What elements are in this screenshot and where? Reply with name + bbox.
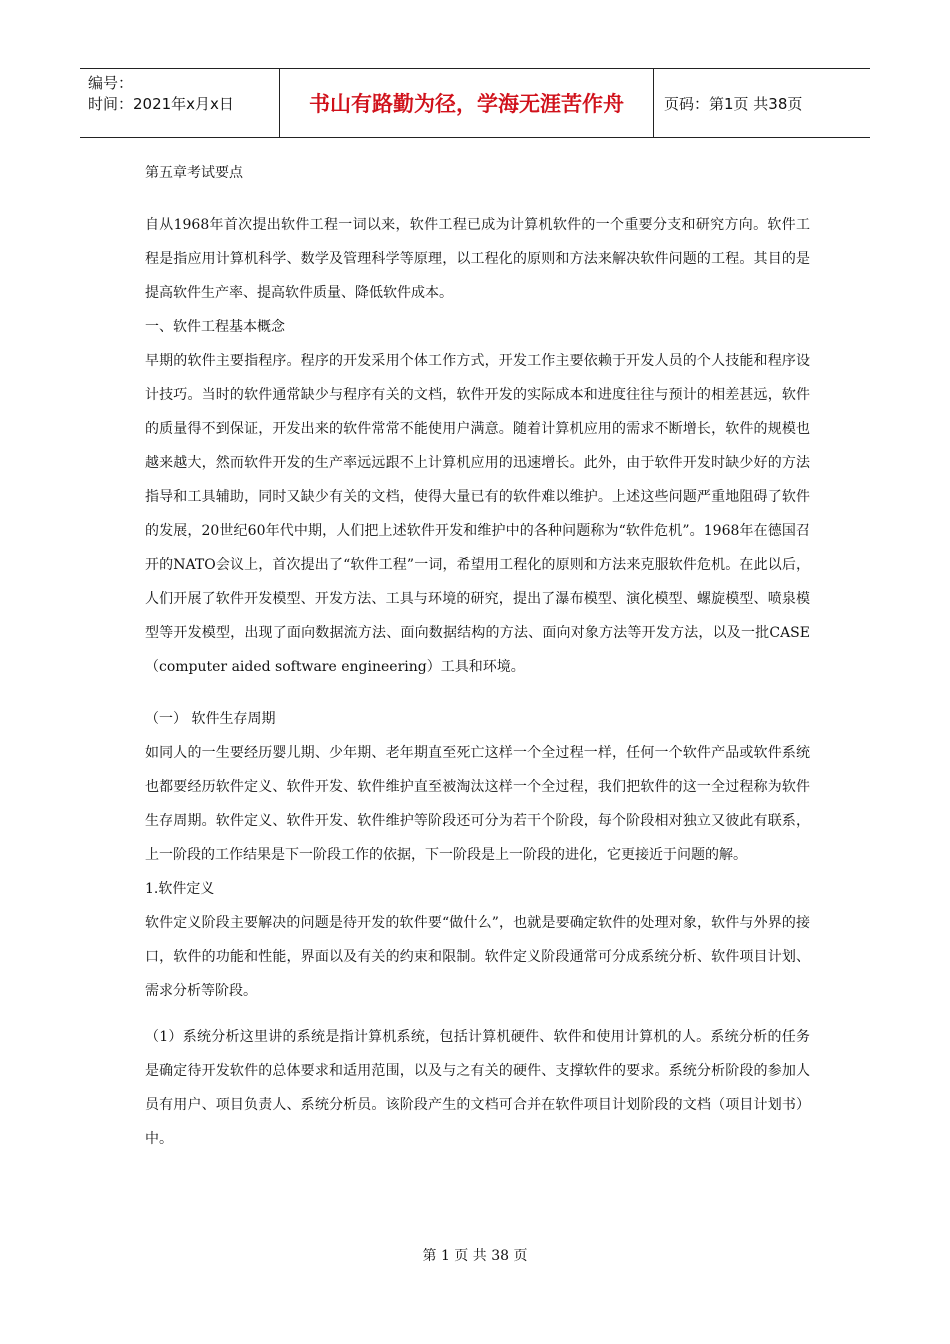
header-page-info: 页码：第1页 共38页 [664, 94, 803, 113]
page-footer: 第 1 页 共 38 页 [422, 1248, 528, 1264]
header-meta [80, 69, 280, 137]
chapter-title: 第五章考试要点 [145, 165, 243, 181]
section-paragraph: 早期的软件主要指程序。程序的开发采用个体工作方式，开发工作主要依赖于开发人员的个人技能和程序设计技巧。当时的软件通常缺少与程序有关的文档，软件开发的实际成本和进度往往与预计的相差甚远，软件的质量得不到保证，开发出来的软件常常不能使用户满意。随着计算机应用的需求不断增长，软件的规模也越来越大，然而软件开发的生产率远远跟不上计算机应用的迅速增长。此外，由于软件开发时缺少好的方法指导和工具辅助，同时又缺少有关的文档，使得大量已有的软件难以维护。上述这些问题严重地阻碍了软件的发展，20世纪60年代中期，人们把上述软件开发和维护中的各种问题称为“软件危机”。1968年在德国召开的NATO会议上，首次提出了“软件工程”一词，希望用工程化的原则和方法来克服软件危机。在此以后，人们开展了软件开发模型、开发方法、工具与环境的研究，提出了瀑布模型、演化模型、螺旋模型、喷泉模型等开发模型，出现了面向数据流方法、面向数据结构的方法、面向对象方法等开发方法，以及一批CASE（computer aided software engineering）工具和环境。 [145, 353, 810, 675]
document-body [145, 156, 810, 1156]
intro-paragraph: 自从1968年首次提出软件工程一词以来，软件工程已成为计算机软件的一个重要分支和研究方向。软件工程是指应用计算机科学、数学及管理科学等原理，以工程化的原则和方法来解决软件问题的工程。其目的是提高软件生产率、提高软件质量、降低软件成本。 [145, 217, 810, 301]
page-header [80, 68, 870, 138]
document-date-label: 时间：2021年x月x日 [88, 95, 234, 113]
item-heading: 1.软件定义 [145, 881, 215, 897]
item-paragraph: 软件定义阶段主要解决的问题是待开发的软件要“做什么”，也就是要确定软件的处理对象，软件与外界的接口，软件的功能和性能，界面以及有关的约束和限制。软件定义阶段通常可分成系统分析、软件项目计划、需求分析等阶段。 [145, 915, 810, 999]
document-number-label: 编号： [88, 74, 134, 92]
header-motto: 书山有路勤为径，学海无涯苦作舟 [280, 69, 654, 137]
sub-item-paragraph: （1）系统分析这里讲的系统是指计算机系统，包括计算机硬件、软件和使用计算机的人。系统分析的任务是确定待开发软件的总体要求和适用范围，以及与之有关的硬件、支撑软件的要求。系统分析阶段的参加人员有用户、项目负责人、系统分析员。该阶段产生的文档可合并在软件项目计划阶段的文档（项目计划书）中。 [145, 1029, 810, 1147]
section-heading: 一、软件工程基本概念 [145, 319, 285, 335]
subsection-heading: （一） 软件生存周期 [145, 711, 276, 727]
subsection-paragraph: 如同人的一生要经历婴儿期、少年期、老年期直至死亡这样一个全过程一样，任何一个软件产品或软件系统也都要经历软件定义、软件开发、软件维护直至被淘汰这样一个全过程，我们把软件的这一全过程称为软件生存周期。软件定义、软件开发、软件维护等阶段还可分为若干个阶段，每个阶段相对独立又彼此有联系，上一阶段的工作结果是下一阶段工作的依据，下一阶段是上一阶段的进化，它更接近于问题的解。 [145, 745, 810, 863]
